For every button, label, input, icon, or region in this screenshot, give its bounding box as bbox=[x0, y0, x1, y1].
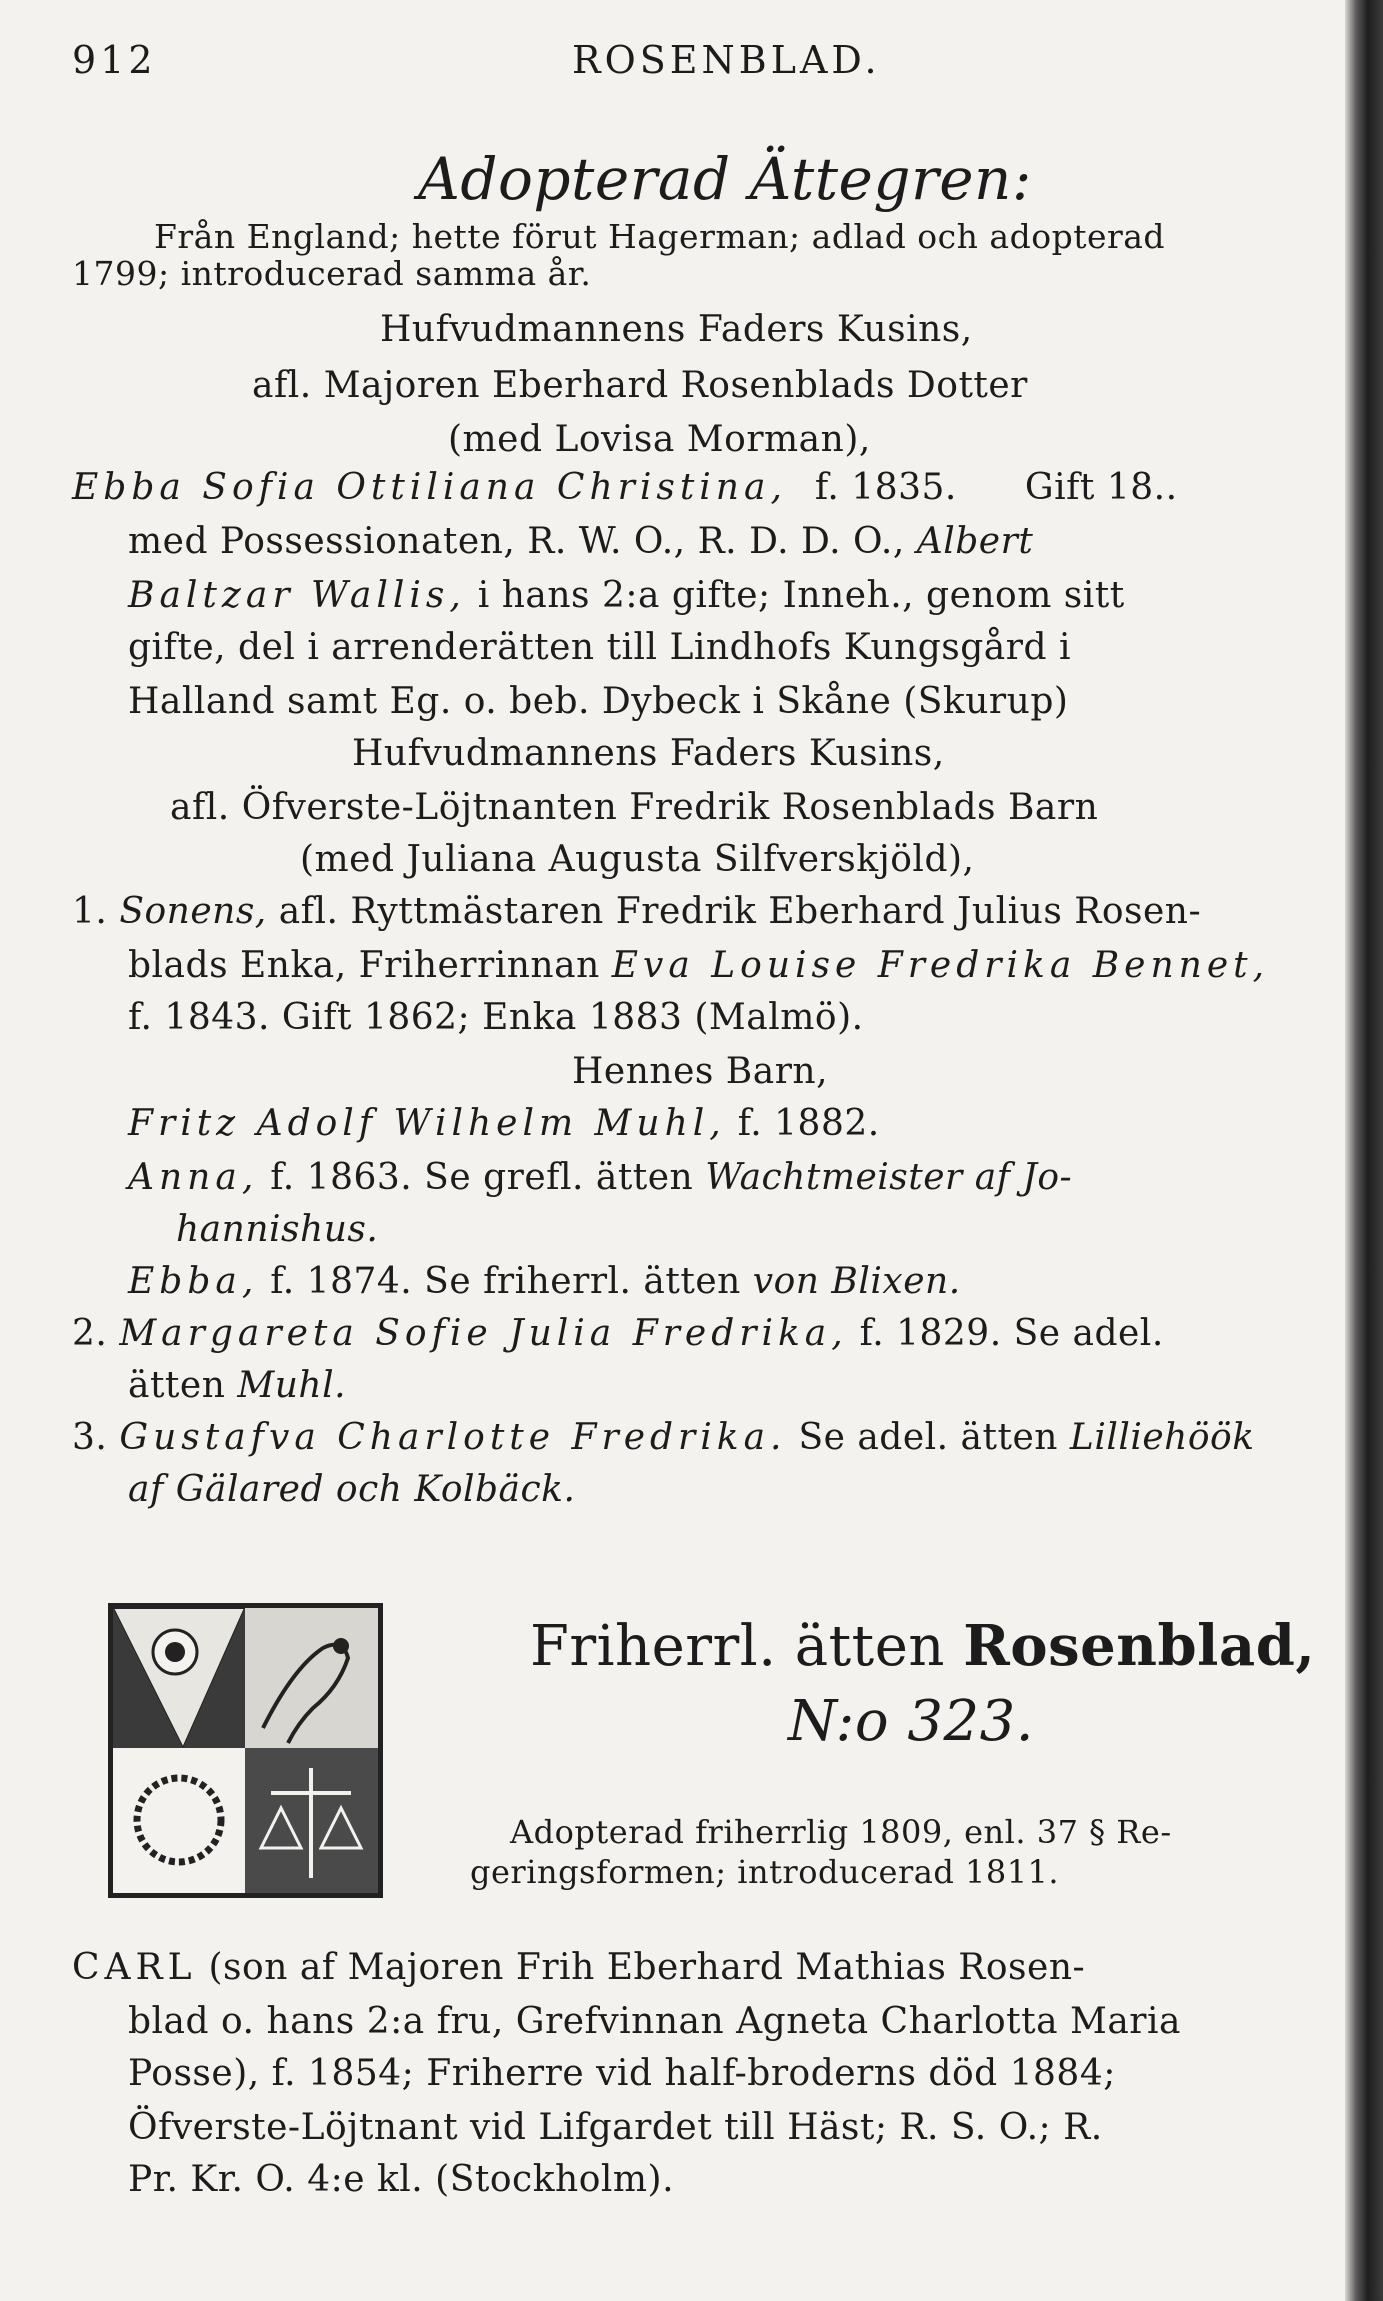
ebba-entry-line5: Halland samt Eg. o. beb. Dybeck i Skåne (Skurup) bbox=[128, 681, 1069, 722]
group1-line2: afl. Majoren Eberhard Rosenblads Dotter bbox=[252, 365, 1028, 406]
child-fritz: Fritz Adolf Wilhelm Muhl, f. 1882. bbox=[128, 1103, 880, 1144]
ebba-entry-line3: Baltzar Wallis, i hans 2:a gifte; Inneh., genom sitt bbox=[128, 575, 1125, 616]
ebba-name: Ebba Sofia Ottiliana Christina, bbox=[72, 467, 787, 508]
page-number: 912 bbox=[72, 38, 157, 82]
item1-line3: f. 1843. Gift 1862; Enka 1883 (Malmö). bbox=[128, 997, 864, 1038]
family-adopted-line2: geringsformen; introducerad 1811. bbox=[470, 1853, 1060, 1891]
item1-line1: 1. Sonens, afl. Ryttmästaren Fredrik Eberhard Julius Rosen- bbox=[72, 891, 1202, 932]
coat-of-arms bbox=[108, 1603, 383, 1898]
group2-line2: afl. Öfverste-Löjtnanten Fredrik Rosenblads Barn bbox=[170, 787, 1099, 828]
child-anna-cont: hannishus. bbox=[176, 1209, 379, 1250]
ebba-born: f. 1835. bbox=[814, 467, 957, 508]
group1-line3: (med Lovisa Morman), bbox=[448, 419, 871, 460]
coat-of-arms-icon bbox=[113, 1608, 378, 1893]
family-title: Friherrl. ätten Rosenblad, bbox=[530, 1613, 1316, 1679]
ebba-entry-line2: med Possessionaten, R. W. O., R. D. D. O., Albert bbox=[128, 521, 1034, 562]
running-title: ROSENBLAD. bbox=[572, 38, 881, 82]
ebba-entry-line1 bbox=[72, 467, 1178, 508]
item2-number: 2. bbox=[72, 1313, 108, 1354]
item3-line2: af Gälared och Kolbäck. bbox=[128, 1469, 576, 1510]
page-binding-edge bbox=[1345, 0, 1383, 2301]
child-anna: Anna, f. 1863. Se grefl. ätten Wachtmeister af Jo- bbox=[128, 1157, 1073, 1198]
carl-line4: Öfverste-Löjtnant vid Lifgardet till Häst; R. S. O.; R. bbox=[128, 2107, 1103, 2148]
family-number: N:o 323. bbox=[788, 1689, 1035, 1754]
carl-line5: Pr. Kr. O. 4:e kl. (Stockholm). bbox=[128, 2159, 675, 2200]
family-adopted-line1: Adopterad friherrlig 1809, enl. 37 § Re- bbox=[510, 1813, 1172, 1851]
intro-line-1: Från England; hette förut Hagerman; adlad och adopterad bbox=[154, 217, 1166, 256]
group2-line3: (med Juliana Augusta Silfverskjöld), bbox=[300, 839, 975, 880]
child-ebba: Ebba, f. 1874. Se friherrl. ätten von Blixen. bbox=[128, 1261, 961, 1302]
group2-title: Hufvudmannens Faders Kusins, bbox=[352, 733, 945, 774]
item2-line1: 2. Margareta Sofie Julia Fredrika, f. 1829. Se adel. bbox=[72, 1313, 1164, 1354]
intro-line-2: 1799; introducerad samma år. bbox=[72, 254, 592, 293]
item1-line2: blads Enka, Friherrinnan Eva Louise Fredrika Bennet, bbox=[128, 945, 1270, 986]
section-heading: Adopterad Ättegren: bbox=[418, 145, 1032, 213]
ebba-entry-line4: gifte, del i arrenderätten till Lindhofs Kungsgård i bbox=[128, 627, 1071, 668]
group1-title: Hufvudmannens Faders Kusins, bbox=[380, 309, 973, 350]
item3-number: 3. bbox=[72, 1417, 108, 1458]
carl-name: CARL bbox=[72, 1947, 197, 1988]
carl-line3: Posse), f. 1854; Friherre vid half-broderns död 1884; bbox=[128, 2053, 1116, 2094]
carl-line2: blad o. hans 2:a fru, Grefvinnan Agneta Charlotta Maria bbox=[128, 2001, 1181, 2042]
ebba-married: Gift 18.. bbox=[1024, 467, 1178, 508]
carl-line1: CARL (son af Majoren Frih Eberhard Mathias Rosen- bbox=[72, 1947, 1086, 1988]
item3-line1: 3. Gustafva Charlotte Fredrika. Se adel. ätten Lilliehöök bbox=[72, 1417, 1255, 1458]
children-title: Hennes Barn, bbox=[572, 1051, 829, 1092]
item1-number: 1. bbox=[72, 891, 108, 932]
item2-line2: ätten Muhl. bbox=[128, 1365, 347, 1406]
